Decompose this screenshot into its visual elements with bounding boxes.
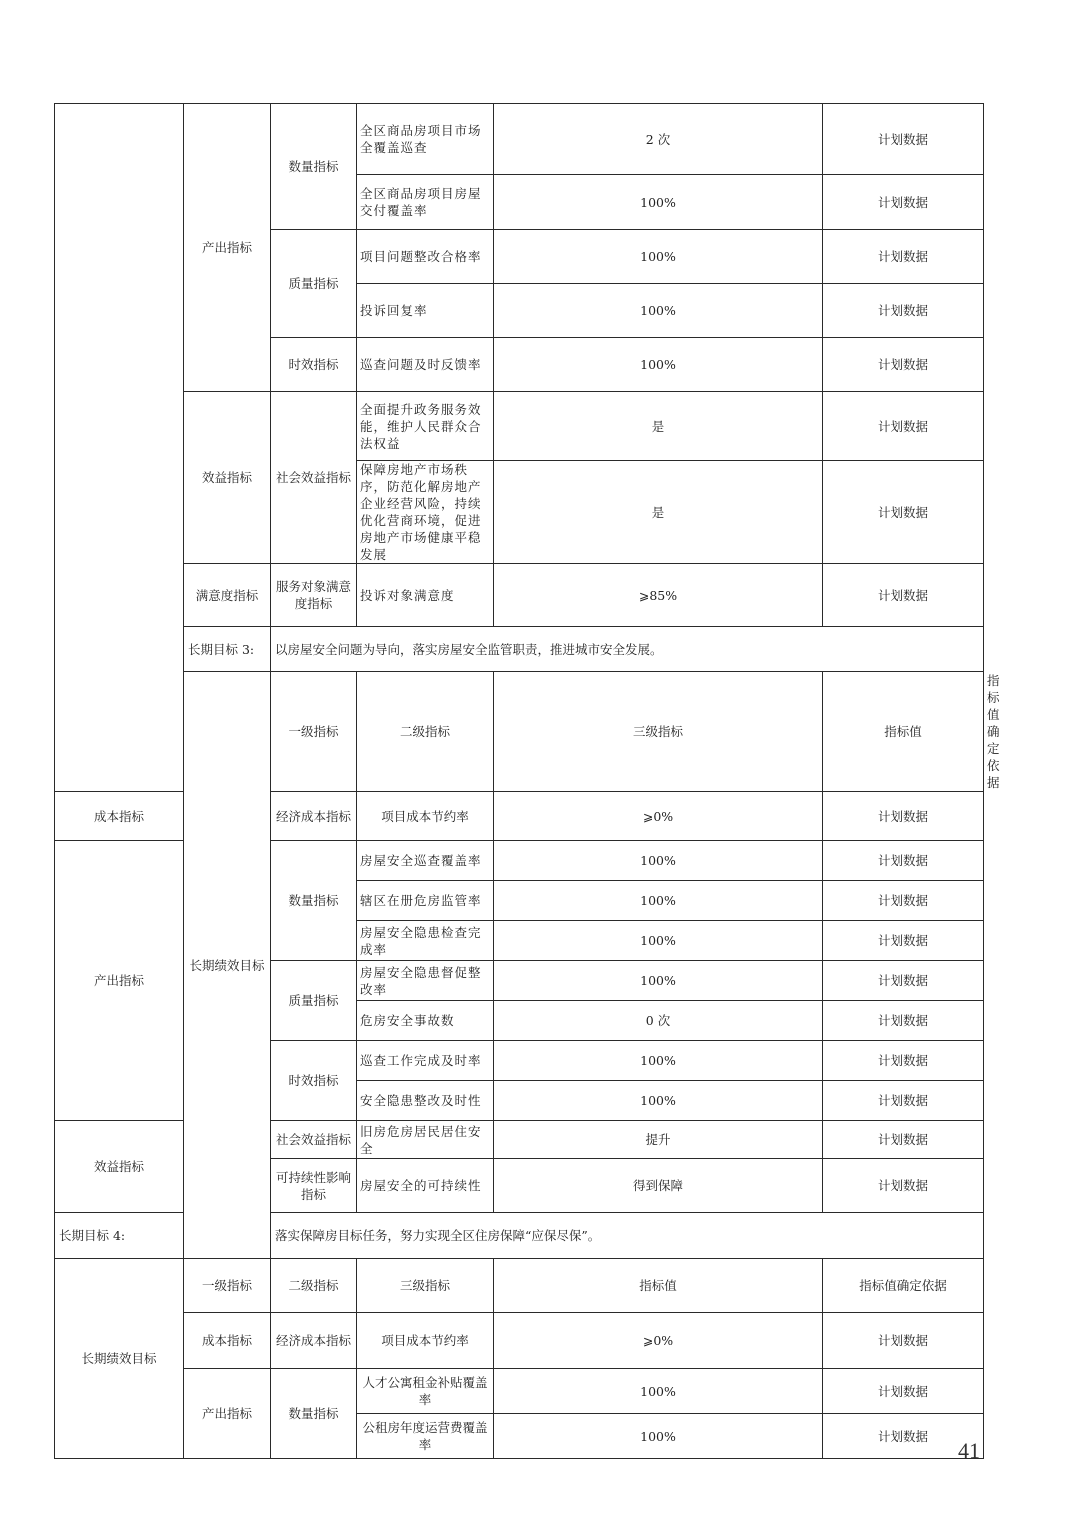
level3-cell: 危房安全事故数 [357,1001,494,1041]
value-cell: ⩾85% [494,564,823,627]
level1-cell: 成本指标 [55,792,184,841]
level1-cell: 产出指标 [55,841,184,1121]
level3-cell: 全区商品房项目市场全覆盖巡查 [357,104,494,175]
level3-cell: 房屋安全巡查覆盖率 [357,841,494,881]
value-cell: 100% [494,230,823,284]
basis-cell: 计划数据 [823,921,984,961]
basis-cell: 计划数据 [823,1081,984,1121]
value-cell: 提升 [494,1121,823,1159]
level3-cell: 项目成本节约率 [357,792,494,841]
basis-cell: 计划数据 [823,1121,984,1159]
level3-cell: 巡查工作完成及时率 [357,1041,494,1081]
long-term-target-cell: 长期绩效目标 [55,1259,184,1459]
basis-cell: 计划数据 [823,1159,984,1213]
level3-cell: 投诉对象满意度 [357,564,494,627]
value-cell: 是 [494,392,823,461]
value-cell: ⩾0% [494,1313,823,1369]
level2-cell: 数量指标 [271,841,357,961]
level3-cell: 房屋安全的可持续性 [357,1159,494,1213]
basis-cell: 计划数据 [823,1369,984,1414]
level3-cell: 项目成本节约率 [357,1313,494,1369]
value-cell: 100% [494,284,823,338]
value-cell: 2 次 [494,104,823,175]
level3-cell: 全面提升政务服务效能，维护人民群众合法权益 [357,392,494,461]
basis-cell: 计划数据 [823,961,984,1001]
header-basis: 指标值确定依据 [823,1259,984,1313]
value-cell: ⩾0% [494,792,823,841]
level3-cell: 房屋安全隐患检查完成率 [357,921,494,961]
header-row: 长期绩效目标 一级指标 二级指标 三级指标 指标值 指标值确定依据 [55,672,984,792]
header-value: 指标值 [823,672,984,792]
level3-cell: 巡查问题及时反馈率 [357,338,494,392]
level2-cell: 质量指标 [271,961,357,1041]
level3-cell: 投诉回复率 [357,284,494,338]
header-value: 指标值 [494,1259,823,1313]
basis-cell: 计划数据 [823,175,984,230]
level3-cell: 项目问题整改合格率 [357,230,494,284]
table-row [55,564,984,627]
value-cell: 100% [494,1041,823,1081]
level2-cell: 质量指标 [271,230,357,338]
basis-cell: 计划数据 [823,1414,984,1459]
level2-cell: 经济成本指标 [271,792,357,841]
page-number: 41 [958,1438,980,1463]
long-term-target-cell: 长期绩效目标 [184,672,271,1259]
basis-cell: 计划数据 [823,338,984,392]
value-cell: 100% [494,881,823,921]
basis-cell: 计划数据 [823,1001,984,1041]
level1-cell: 效益指标 [55,1121,184,1213]
level3-cell: 人才公寓租金补贴覆盖率 [357,1369,494,1414]
header-level2: 二级指标 [357,672,494,792]
level1-cell: 效益指标 [184,392,271,564]
goal-text: 以房屋安全问题为导向，落实房屋安全监管职责，推进城市安全发展。 [271,627,984,672]
blank-merged-cell [55,104,184,792]
value-cell: 100% [494,1081,823,1121]
level2-cell: 可持续性影响指标 [271,1159,357,1213]
goal-row [55,627,984,672]
level3-cell: 辖区在册危房监管率 [357,881,494,921]
basis-cell: 计划数据 [823,792,984,841]
header-level1: 一级指标 [184,1259,271,1313]
level2-cell: 时效指标 [271,1041,357,1121]
goal-label: 长期目标 4: [55,1213,184,1259]
level2-cell: 服务对象满意度指标 [271,564,357,627]
level1-cell: 满意度指标 [184,564,271,627]
level2-cell: 经济成本指标 [271,1313,357,1369]
value-cell: 100% [494,338,823,392]
header-level3: 三级指标 [357,1259,494,1313]
value-cell: 100% [494,841,823,881]
value-cell: 得到保障 [494,1159,823,1213]
table-row [55,104,984,175]
level1-cell: 产出指标 [184,1369,271,1459]
level3-cell: 公租房年度运营费覆盖率 [357,1414,494,1459]
level3-cell: 保障房地产市场秩序，防范化解房地产企业经营风险，持续优化营商环境，促进房地产市场健康平稳发展 [357,461,494,564]
basis-cell: 计划数据 [823,841,984,881]
basis-cell: 计划数据 [823,1041,984,1081]
basis-cell: 计划数据 [823,104,984,175]
basis-cell: 计划数据 [823,881,984,921]
value-cell: 100% [494,961,823,1001]
table-row [55,1313,984,1369]
level3-cell: 全区商品房项目房屋交付覆盖率 [357,175,494,230]
header-level2: 二级指标 [271,1259,357,1313]
level3-cell: 房屋安全隐患督促整改率 [357,961,494,1001]
header-level1: 一级指标 [271,672,357,792]
basis-cell: 计划数据 [823,461,984,564]
goal-text: 落实保障房目标任务，努力实现全区住房保障“应保尽保”。 [271,1213,984,1259]
level2-cell: 时效指标 [271,338,357,392]
basis-cell: 计划数据 [823,230,984,284]
value-cell: 100% [494,175,823,230]
level3-cell: 旧房危房居民居住安全 [357,1121,494,1159]
level2-cell: 数量指标 [271,104,357,230]
value-cell: 100% [494,921,823,961]
header-level3: 三级指标 [494,672,823,792]
level2-cell: 数量指标 [271,1369,357,1459]
value-cell: 是 [494,461,823,564]
basis-cell: 计划数据 [823,284,984,338]
level1-cell: 产出指标 [184,104,271,392]
basis-cell: 计划数据 [823,1313,984,1369]
basis-cell: 计划数据 [823,392,984,461]
level2-cell: 社会效益指标 [271,392,357,564]
value-cell: 0 次 [494,1001,823,1041]
goal-label: 长期目标 3: [184,627,271,672]
value-cell: 100% [494,1414,823,1459]
performance-indicator-table [54,103,1000,1459]
level1-cell: 成本指标 [184,1313,271,1369]
table-row [55,392,984,461]
basis-cell: 计划数据 [823,564,984,627]
level2-cell: 社会效益指标 [271,1121,357,1159]
value-cell: 100% [494,1369,823,1414]
table-row [55,1369,984,1414]
level3-cell: 安全隐患整改及时性 [357,1081,494,1121]
header-row [55,1259,984,1313]
